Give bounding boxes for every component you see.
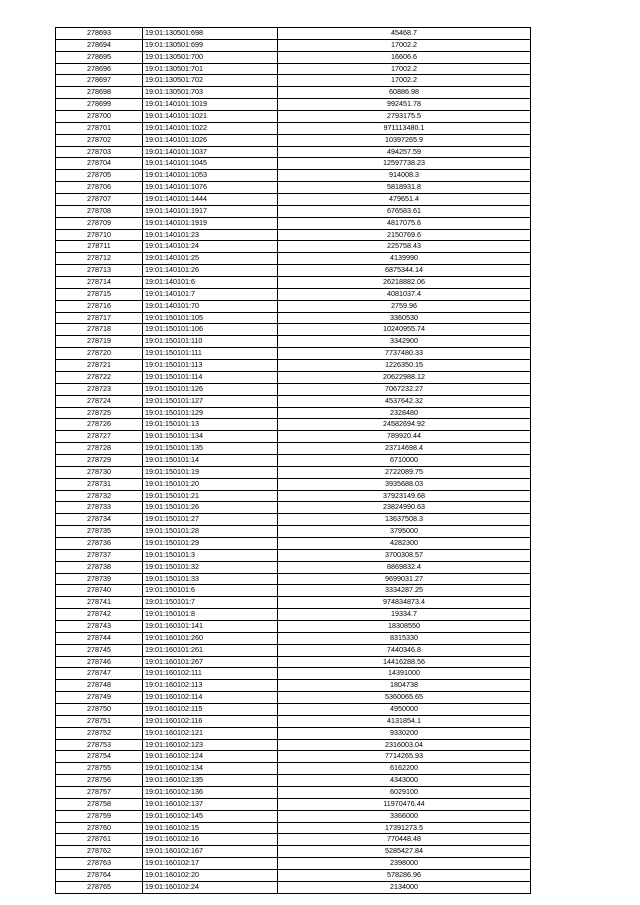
- row-number-cell: 278696: [56, 63, 143, 75]
- cadastral-number-cell: 19:01:140101:1919: [143, 217, 278, 229]
- value-cell: 7440346.8: [278, 644, 531, 656]
- table-row: [56, 87, 531, 99]
- table-row: [56, 146, 531, 158]
- table-row: [56, 644, 531, 656]
- data-table: [55, 27, 531, 894]
- cadastral-number-cell: 19:01:160101:141: [143, 620, 278, 632]
- value-cell: 974834873.4: [278, 597, 531, 609]
- table-row: [56, 727, 531, 739]
- table-row: [56, 454, 531, 466]
- cadastral-number-cell: 19:01:150101:33: [143, 573, 278, 585]
- table-row: [56, 549, 531, 561]
- row-number-cell: 278698: [56, 87, 143, 99]
- value-cell: 12597738.23: [278, 158, 531, 170]
- row-number-cell: 278733: [56, 502, 143, 514]
- table-row: [56, 324, 531, 336]
- row-number-cell: 278764: [56, 870, 143, 882]
- cadastral-number-cell: 19:01:130501:702: [143, 75, 278, 87]
- row-number-cell: 278705: [56, 170, 143, 182]
- value-cell: 17002.2: [278, 75, 531, 87]
- cadastral-number-cell: 19:01:140101:70: [143, 300, 278, 312]
- cadastral-number-cell: 19:01:140101:23: [143, 229, 278, 241]
- value-cell: 2328480: [278, 407, 531, 419]
- cadastral-number-cell: 19:01:160102:136: [143, 787, 278, 799]
- table-row: [56, 858, 531, 870]
- table-row: [56, 253, 531, 265]
- table-row: [56, 395, 531, 407]
- table-row: [56, 312, 531, 324]
- row-number-cell: 278729: [56, 454, 143, 466]
- cadastral-number-cell: 19:01:150101:27: [143, 514, 278, 526]
- row-number-cell: 278709: [56, 217, 143, 229]
- row-number-cell: 278699: [56, 99, 143, 111]
- value-cell: 5285427.84: [278, 846, 531, 858]
- cadastral-number-cell: 19:01:160102:124: [143, 751, 278, 763]
- cadastral-number-cell: 19:01:140101:1037: [143, 146, 278, 158]
- table-row: [56, 573, 531, 585]
- cadastral-number-cell: 19:01:130501:698: [143, 28, 278, 40]
- cadastral-number-cell: 19:01:130501:703: [143, 87, 278, 99]
- value-cell: 2398000: [278, 858, 531, 870]
- row-number-cell: 278718: [56, 324, 143, 336]
- row-number-cell: 278712: [56, 253, 143, 265]
- row-number-cell: 278723: [56, 383, 143, 395]
- cadastral-number-cell: 19:01:160102:167: [143, 846, 278, 858]
- row-number-cell: 278747: [56, 668, 143, 680]
- value-cell: 1804738: [278, 680, 531, 692]
- table-row: [56, 122, 531, 134]
- table-row: [56, 431, 531, 443]
- cadastral-number-cell: 19:01:130501:699: [143, 39, 278, 51]
- cadastral-number-cell: 19:01:150101:110: [143, 336, 278, 348]
- value-cell: 14391000: [278, 668, 531, 680]
- row-number-cell: 278700: [56, 111, 143, 123]
- value-cell: 1226350.15: [278, 360, 531, 372]
- value-cell: 45468.7: [278, 28, 531, 40]
- table-row: [56, 680, 531, 692]
- cadastral-number-cell: 19:01:140101:26: [143, 265, 278, 277]
- row-number-cell: 278749: [56, 692, 143, 704]
- table-row: [56, 597, 531, 609]
- value-cell: 3360530: [278, 312, 531, 324]
- row-number-cell: 278738: [56, 561, 143, 573]
- table-row: [56, 514, 531, 526]
- table-row: [56, 834, 531, 846]
- value-cell: 6029100: [278, 787, 531, 799]
- value-cell: 3795000: [278, 526, 531, 538]
- cadastral-number-cell: 19:01:160102:17: [143, 858, 278, 870]
- row-number-cell: 278715: [56, 288, 143, 300]
- table-row: [56, 466, 531, 478]
- table-row: [56, 51, 531, 63]
- row-number-cell: 278755: [56, 763, 143, 775]
- cadastral-number-cell: 19:01:160102:135: [143, 775, 278, 787]
- value-cell: 26218882.06: [278, 277, 531, 289]
- table-row: [56, 692, 531, 704]
- table-row: [56, 822, 531, 834]
- cadastral-number-cell: 19:01:160101:267: [143, 656, 278, 668]
- value-cell: 770448.48: [278, 834, 531, 846]
- value-cell: 479651.4: [278, 194, 531, 206]
- cadastral-number-cell: 19:01:160102:145: [143, 810, 278, 822]
- cadastral-number-cell: 19:01:150101:3: [143, 549, 278, 561]
- cadastral-number-cell: 19:01:140101:6: [143, 277, 278, 289]
- row-number-cell: 278697: [56, 75, 143, 87]
- cadastral-number-cell: 19:01:150101:6: [143, 585, 278, 597]
- table-row: [56, 241, 531, 253]
- cadastral-number-cell: 19:01:140101:1045: [143, 158, 278, 170]
- cadastral-number-cell: 19:01:160101:260: [143, 632, 278, 644]
- cadastral-number-cell: 19:01:160101:261: [143, 644, 278, 656]
- table-row: [56, 277, 531, 289]
- value-cell: 13637508.3: [278, 514, 531, 526]
- row-number-cell: 278739: [56, 573, 143, 585]
- table-row: [56, 715, 531, 727]
- cadastral-number-cell: 19:01:140101:1022: [143, 122, 278, 134]
- table-row: [56, 526, 531, 538]
- table-row: [56, 537, 531, 549]
- row-number-cell: 278744: [56, 632, 143, 644]
- table-row: [56, 478, 531, 490]
- value-cell: 6710000: [278, 454, 531, 466]
- cadastral-number-cell: 19:01:150101:129: [143, 407, 278, 419]
- table-row: [56, 205, 531, 217]
- value-cell: 19334.7: [278, 609, 531, 621]
- cadastral-number-cell: 19:01:160102:15: [143, 822, 278, 834]
- cadastral-number-cell: 19:01:160102:111: [143, 668, 278, 680]
- row-number-cell: 278726: [56, 419, 143, 431]
- cadastral-number-cell: 19:01:150101:14: [143, 454, 278, 466]
- row-number-cell: 278708: [56, 205, 143, 217]
- row-number-cell: 278730: [56, 466, 143, 478]
- value-cell: 20622988.12: [278, 371, 531, 383]
- table-row: [56, 99, 531, 111]
- value-cell: 16606.6: [278, 51, 531, 63]
- table-row: [56, 158, 531, 170]
- row-number-cell: 278732: [56, 490, 143, 502]
- table-row: [56, 217, 531, 229]
- cadastral-number-cell: 19:01:140101:7: [143, 288, 278, 300]
- row-number-cell: 278736: [56, 537, 143, 549]
- value-cell: 9699031.27: [278, 573, 531, 585]
- cadastral-number-cell: 19:01:160102:134: [143, 763, 278, 775]
- row-number-cell: 278722: [56, 371, 143, 383]
- table-row: [56, 348, 531, 360]
- value-cell: 3700308.57: [278, 549, 531, 561]
- table-row: [56, 63, 531, 75]
- row-number-cell: 278731: [56, 478, 143, 490]
- cadastral-number-cell: 19:01:140101:25: [143, 253, 278, 265]
- row-number-cell: 278753: [56, 739, 143, 751]
- cadastral-number-cell: 19:01:160102:114: [143, 692, 278, 704]
- table-row: [56, 194, 531, 206]
- table-row: [56, 288, 531, 300]
- table-row: [56, 170, 531, 182]
- row-number-cell: 278748: [56, 680, 143, 692]
- value-cell: 8869832.4: [278, 561, 531, 573]
- value-cell: 789920.44: [278, 431, 531, 443]
- table-body: [56, 28, 531, 894]
- table-row: [56, 739, 531, 751]
- value-cell: 10240955.74: [278, 324, 531, 336]
- row-number-cell: 278694: [56, 39, 143, 51]
- cadastral-number-cell: 19:01:150101:114: [143, 371, 278, 383]
- table-row: [56, 360, 531, 372]
- table-row: [56, 810, 531, 822]
- cadastral-number-cell: 19:01:150101:113: [143, 360, 278, 372]
- value-cell: 2722089.75: [278, 466, 531, 478]
- value-cell: 3342900: [278, 336, 531, 348]
- cadastral-number-cell: 19:01:130501:701: [143, 63, 278, 75]
- cadastral-number-cell: 19:01:150101:29: [143, 537, 278, 549]
- value-cell: 18308550: [278, 620, 531, 632]
- cadastral-number-cell: 19:01:140101:1444: [143, 194, 278, 206]
- table-row: [56, 703, 531, 715]
- table-row: [56, 39, 531, 51]
- table-row: [56, 300, 531, 312]
- value-cell: 7737480.33: [278, 348, 531, 360]
- value-cell: 578286.96: [278, 870, 531, 882]
- row-number-cell: 278693: [56, 28, 143, 40]
- table-row: [56, 561, 531, 573]
- row-number-cell: 278762: [56, 846, 143, 858]
- value-cell: 2134000: [278, 881, 531, 893]
- cadastral-number-cell: 19:01:160102:16: [143, 834, 278, 846]
- cadastral-number-cell: 19:01:140101:1026: [143, 134, 278, 146]
- value-cell: 4817075.6: [278, 217, 531, 229]
- row-number-cell: 278720: [56, 348, 143, 360]
- row-number-cell: 278745: [56, 644, 143, 656]
- value-cell: 914008.3: [278, 170, 531, 182]
- cadastral-number-cell: 19:01:160102:137: [143, 798, 278, 810]
- row-number-cell: 278728: [56, 443, 143, 455]
- row-number-cell: 278737: [56, 549, 143, 561]
- cadastral-number-cell: 19:01:150101:26: [143, 502, 278, 514]
- value-cell: 4139990: [278, 253, 531, 265]
- cadastral-number-cell: 19:01:150101:135: [143, 443, 278, 455]
- row-number-cell: 278740: [56, 585, 143, 597]
- cadastral-number-cell: 19:01:130501:700: [143, 51, 278, 63]
- row-number-cell: 278710: [56, 229, 143, 241]
- row-number-cell: 278763: [56, 858, 143, 870]
- table-row: [56, 870, 531, 882]
- cadastral-number-cell: 19:01:160102:24: [143, 881, 278, 893]
- value-cell: 4343000: [278, 775, 531, 787]
- table-row: [56, 28, 531, 40]
- table-row: [56, 620, 531, 632]
- table-row: [56, 371, 531, 383]
- value-cell: 971113480.1: [278, 122, 531, 134]
- table-row: [56, 75, 531, 87]
- row-number-cell: 278706: [56, 182, 143, 194]
- value-cell: 60886.98: [278, 87, 531, 99]
- value-cell: 24582694.92: [278, 419, 531, 431]
- table-row: [56, 668, 531, 680]
- cadastral-number-cell: 19:01:160102:121: [143, 727, 278, 739]
- cadastral-number-cell: 19:01:150101:8: [143, 609, 278, 621]
- value-cell: 3366000: [278, 810, 531, 822]
- row-number-cell: 278727: [56, 431, 143, 443]
- value-cell: 2150769.6: [278, 229, 531, 241]
- row-number-cell: 278750: [56, 703, 143, 715]
- table-row: [56, 656, 531, 668]
- table-row: [56, 111, 531, 123]
- row-number-cell: 278717: [56, 312, 143, 324]
- value-cell: 2759.96: [278, 300, 531, 312]
- cadastral-number-cell: 19:01:160102:116: [143, 715, 278, 727]
- value-cell: 992451.78: [278, 99, 531, 111]
- value-cell: 225758.43: [278, 241, 531, 253]
- table-row: [56, 265, 531, 277]
- row-number-cell: 278735: [56, 526, 143, 538]
- table-row: [56, 763, 531, 775]
- row-number-cell: 278725: [56, 407, 143, 419]
- table-row: [56, 419, 531, 431]
- table-row: [56, 609, 531, 621]
- row-number-cell: 278721: [56, 360, 143, 372]
- cadastral-number-cell: 19:01:150101:28: [143, 526, 278, 538]
- value-cell: 4950000: [278, 703, 531, 715]
- value-cell: 23714698.4: [278, 443, 531, 455]
- value-cell: 7067232.27: [278, 383, 531, 395]
- cadastral-number-cell: 19:01:140101:1019: [143, 99, 278, 111]
- value-cell: 23824990.63: [278, 502, 531, 514]
- row-number-cell: 278757: [56, 787, 143, 799]
- cadastral-number-cell: 19:01:160102:115: [143, 703, 278, 715]
- value-cell: 4282300: [278, 537, 531, 549]
- cadastral-number-cell: 19:01:140101:1076: [143, 182, 278, 194]
- cadastral-number-cell: 19:01:150101:13: [143, 419, 278, 431]
- cadastral-number-cell: 19:01:150101:21: [143, 490, 278, 502]
- cadastral-number-cell: 19:01:140101:1053: [143, 170, 278, 182]
- row-number-cell: 278734: [56, 514, 143, 526]
- row-number-cell: 278701: [56, 122, 143, 134]
- row-number-cell: 278741: [56, 597, 143, 609]
- value-cell: 3935688.03: [278, 478, 531, 490]
- row-number-cell: 278743: [56, 620, 143, 632]
- row-number-cell: 278711: [56, 241, 143, 253]
- value-cell: 17002.2: [278, 39, 531, 51]
- table-row: [56, 846, 531, 858]
- table-row: [56, 585, 531, 597]
- table-row: [56, 787, 531, 799]
- cadastral-number-cell: 19:01:140101:24: [143, 241, 278, 253]
- row-number-cell: 278716: [56, 300, 143, 312]
- value-cell: 676583.61: [278, 205, 531, 217]
- row-number-cell: 278756: [56, 775, 143, 787]
- table-row: [56, 336, 531, 348]
- table-row: [56, 407, 531, 419]
- row-number-cell: 278761: [56, 834, 143, 846]
- table-row: [56, 229, 531, 241]
- value-cell: 5360065.65: [278, 692, 531, 704]
- value-cell: 494257.59: [278, 146, 531, 158]
- row-number-cell: 278704: [56, 158, 143, 170]
- row-number-cell: 278754: [56, 751, 143, 763]
- value-cell: 4537642.32: [278, 395, 531, 407]
- cadastral-number-cell: 19:01:150101:105: [143, 312, 278, 324]
- value-cell: 3334287.25: [278, 585, 531, 597]
- row-number-cell: 278765: [56, 881, 143, 893]
- row-number-cell: 278742: [56, 609, 143, 621]
- cadastral-number-cell: 19:01:150101:127: [143, 395, 278, 407]
- row-number-cell: 278760: [56, 822, 143, 834]
- value-cell: 11970476.44: [278, 798, 531, 810]
- table-row: [56, 502, 531, 514]
- row-number-cell: 278752: [56, 727, 143, 739]
- row-number-cell: 278719: [56, 336, 143, 348]
- table-row: [56, 751, 531, 763]
- cadastral-number-cell: 19:01:140101:1917: [143, 205, 278, 217]
- row-number-cell: 278746: [56, 656, 143, 668]
- table-row: [56, 182, 531, 194]
- cadastral-number-cell: 19:01:160102:113: [143, 680, 278, 692]
- row-number-cell: 278695: [56, 51, 143, 63]
- value-cell: 2793175.5: [278, 111, 531, 123]
- table-row: [56, 881, 531, 893]
- cadastral-number-cell: 19:01:160102:20: [143, 870, 278, 882]
- table-row: [56, 490, 531, 502]
- value-cell: 17391273.5: [278, 822, 531, 834]
- table-row: [56, 775, 531, 787]
- table-row: [56, 443, 531, 455]
- row-number-cell: 278707: [56, 194, 143, 206]
- value-cell: 6162200: [278, 763, 531, 775]
- row-number-cell: 278703: [56, 146, 143, 158]
- row-number-cell: 278714: [56, 277, 143, 289]
- cadastral-number-cell: 19:01:150101:7: [143, 597, 278, 609]
- cadastral-number-cell: 19:01:150101:32: [143, 561, 278, 573]
- value-cell: 7714265.93: [278, 751, 531, 763]
- row-number-cell: 278751: [56, 715, 143, 727]
- row-number-cell: 278724: [56, 395, 143, 407]
- value-cell: 5818931.8: [278, 182, 531, 194]
- cadastral-number-cell: 19:01:150101:134: [143, 431, 278, 443]
- value-cell: 17002.2: [278, 63, 531, 75]
- value-cell: 14416288.56: [278, 656, 531, 668]
- cadastral-number-cell: 19:01:160102:123: [143, 739, 278, 751]
- value-cell: 4131854.1: [278, 715, 531, 727]
- value-cell: 2316003.04: [278, 739, 531, 751]
- cadastral-number-cell: 19:01:150101:19: [143, 466, 278, 478]
- cadastral-number-cell: 19:01:150101:20: [143, 478, 278, 490]
- row-number-cell: 278759: [56, 810, 143, 822]
- table-row: [56, 632, 531, 644]
- cadastral-number-cell: 19:01:150101:106: [143, 324, 278, 336]
- value-cell: 37923149.68: [278, 490, 531, 502]
- value-cell: 9330200: [278, 727, 531, 739]
- cadastral-number-cell: 19:01:150101:111: [143, 348, 278, 360]
- value-cell: 4081037.4: [278, 288, 531, 300]
- cadastral-number-cell: 19:01:150101:126: [143, 383, 278, 395]
- value-cell: 8315330: [278, 632, 531, 644]
- row-number-cell: 278702: [56, 134, 143, 146]
- table-row: [56, 798, 531, 810]
- table-row: [56, 134, 531, 146]
- value-cell: 10397265.9: [278, 134, 531, 146]
- table-row: [56, 383, 531, 395]
- cadastral-number-cell: 19:01:140101:1021: [143, 111, 278, 123]
- row-number-cell: 278758: [56, 798, 143, 810]
- row-number-cell: 278713: [56, 265, 143, 277]
- value-cell: 6875344.14: [278, 265, 531, 277]
